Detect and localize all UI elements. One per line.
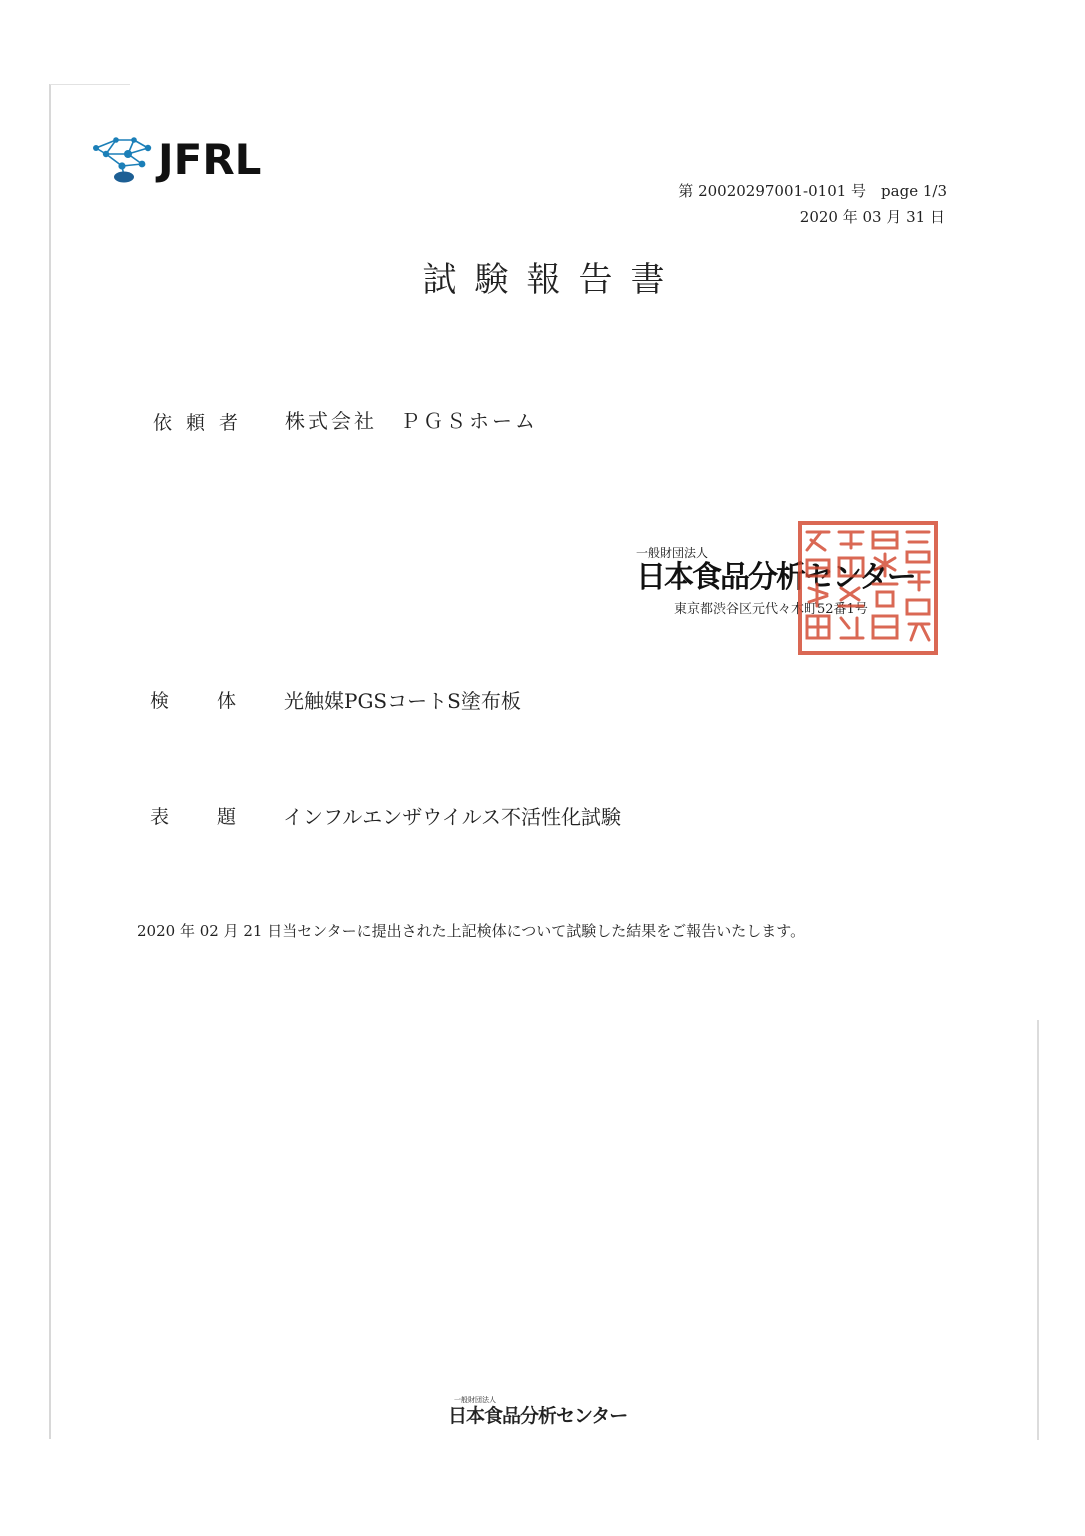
issue-date: 2020 年 03 月 31 日	[799, 208, 945, 226]
footer-issuer-name: 日本食品分析センター	[448, 1405, 628, 1427]
report-number: 第 20020297001-0101 号 page 1/3	[678, 182, 947, 200]
page-edge-right	[1037, 1020, 1039, 1440]
sample-label: 検体	[150, 690, 285, 712]
page-edge-top	[50, 84, 130, 85]
subject-value: インフルエンザウイルス不活性化試験	[283, 805, 621, 829]
sample-value: 光触媒PGSコートS塗布板	[284, 689, 521, 713]
footer-issuer-type: 一般財団法人	[454, 1396, 496, 1404]
statement-text: 2020 年 02 月 21 日当センターに提出された上記検体について試験した結果をご報告いたします。	[137, 922, 806, 940]
seal-stamp-icon	[797, 520, 939, 656]
subject-label: 表題	[150, 806, 285, 828]
footer-issuer	[448, 1396, 627, 1427]
client-label: 依頼者	[153, 412, 253, 434]
client-value: 株式会社 ＰＧＳホーム	[285, 409, 538, 433]
logo-text: JFRL	[158, 135, 262, 184]
issuer-name: 日本食品分析センター	[636, 560, 915, 595]
issuer-type: 一般財団法人	[636, 546, 709, 560]
page-title: 試験報告書	[422, 260, 683, 300]
issuer-address: 東京都渋谷区元代々木町52番1号	[674, 602, 868, 617]
